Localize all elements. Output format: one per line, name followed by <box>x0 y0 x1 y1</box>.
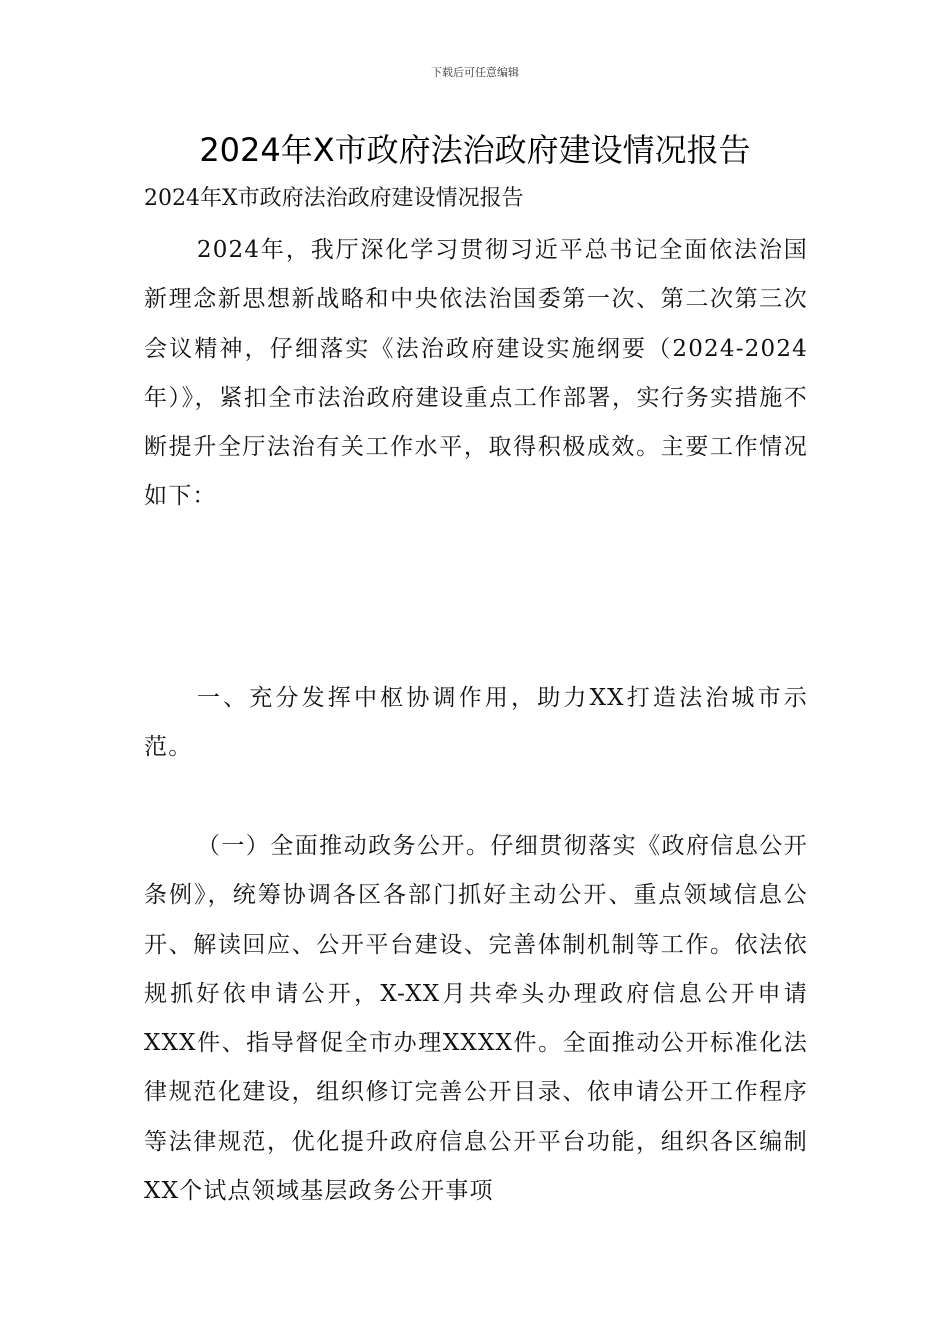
subsection-paragraph-1: （一）全面推动政务公开。仔细贯彻落实《政府信息公开条例》，统筹协调各区各部门抓好主动公开、重点领域信息公开、解读回应、公开平台建设、完善体制机制等工作。依法依规抓好依申请公开，X-XX月共牵头办理政府信息公开申请XXX件、指导督促全市办理XXXX件。全面推动公开标准化法律规范化建设，组织修订完善公开目录、依申请公开工作程序等法律规范，优化提升政府信息公开平台功能，组织各区编制XX个试点领域基层政务公开事项 <box>144 833 808 1205</box>
section-heading-1: 一、充分发挥中枢协调作用，助力XX打造法治城市示范。 <box>144 685 808 761</box>
document-subtitle: 2024年X市政府法治政府建设情况报告 <box>144 186 524 211</box>
header-note: 下载后可任意编辑 <box>431 66 519 79</box>
intro-paragraph: 2024年，我厅深化学习贯彻习近平总书记全面依法治国新理念新思想新战略和中央依法治国委第一次、第二次第三次会议精神，仔细落实《法治政府建设实施纲要（2024-2024年）》，紧扣全市法治政府建设重点工作部署，实行务实措施不断提升全厅法治有关工作水平，取得积极成效。主要工作情况如下： <box>144 237 808 510</box>
document-title: 2024年X市政府法治政府建设情况报告 <box>199 131 751 169</box>
